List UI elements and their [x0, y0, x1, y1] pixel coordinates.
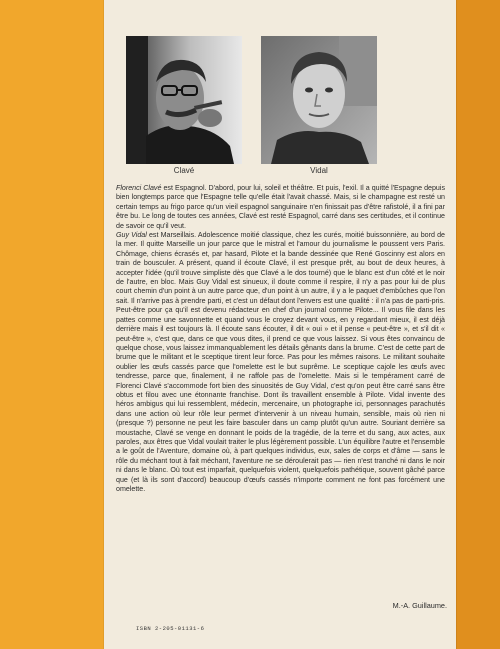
text-page [104, 0, 456, 649]
paragraph-clave [116, 184, 445, 231]
paragraph-clave-text: est Espagnol. D'abord, pour lui, soleil et théâtre. Et puis, l'exil. Il a quitté l'Espagne depuis bien longtemps parce que l'Espagne telle qu'elle était l'avait chassé. Mais, si le champagne est resté un certain temps au frigo parce qu'un vieil espagnol sanguinaire n'en finissait pas d'être rafistolé, il a fini par être bu. Le long de toutes ces années, Clavé est resté Espagnol, carré dans ses certitudes, et il continue de savoir ce qu'il veut. [116, 184, 445, 230]
paragraph-vidal-text: est Marseillais. Adolescence moitié classique, chez les curés, moitié buissonnière, au bord de la mer. Il quitte Marseille un jour parce que le mistral et l'amour du journalisme le poussent vers Paris. Chômage, chiens écrasés et, par hasard, Pilote et la bande dessinée que René Goscinny est alors en train de bousculer. A présent, quand il écoute Clavé, il est presque prêt, au bout de deux heures, à accepter l'idée (qu'il trouve simpliste dès que Clavé a le dos tourné) que le blanc est d'un côté et le noir de l'autre, en bloc. Mais Guy Vidal est sinueux, il doute comme il respire, il n'y a pas pour lui de plus court chemin d'un point à un autre parce que, d'un point à un autre, il y a le paquet d'embûches que l'on sait. Il n'arrive pas à prendre parti, et c'est un défaut dont l'envers est une qualité : il n'a pas de parti-pris. Peut-être pour ça qu'il est devenu rédacteur en chef d'un journal comme Pilote... Il vous file dans les pattes comme une savonnette et quand vous le croyez devant vous, en y regardant mieux, il est déjà derrière mais il est toujours là. Il écoute sans écouter, il dit « oui » et il pense « peut-être », et s'il dit « peut-être », c'est que, dans ce que vous dites, il prend ce que vous laissez. Si vous êtes convaincu de quelque chose, vous laissez immanquablement les détails gênants dans la brume. C'est de cette part de brume que le militant et le sceptique tirent leur force. Pas pour les mêmes raisons. Le militant souhaite oublier les œufs cassés parce que l'omelette est le but suprême. Le sceptique cajole les œufs avec tendresse, parce que, finalement, il ne raffole pas de l'omelette. Mais si le tempérament carré de Florenci Clavé s'accommode fort bien des sinuosités de Guy Vidal, c'est qu'on peut être carré sans être obtus et filou avec une étonnante franchise. Dont ils travaillent ensemble à Pilote. Vidal invente des héros ambigus qui lui ressemblent, médecin, mercenaire, un photographe ici, personnages parachutés dans une action où leur rôle leur permet d'intervenir à un niveau humain, sensible, mais où rien ni (presque ?) personne ne peut les faire basculer dans un camp plutôt qu'un autre. Souriant derrière sa moustache, Clavé se venge en donnant le poids de la tragédie, de la terre et du sang, aux actes, aux paroles, aux êtres que Vidal voulait traiter le plus légèrement possible. L'un équilibre l'autre et l'ensemble a le goût de l'Aventure, domaine où, à part quelques individus, eux, sales de corps et d'âme — sans le rôle du méchant tout à fait méchant, l'aventure ne se déroulerait pas — rien n'est tranché ni dans le noir ni dans le blanc. Où tout est imparfait, quelquefois violent, quelquefois pathétique, souvent gâché parce que (et là ils sont d'accord) beaucoup d'œufs cassés n'importe comment ne font pas forcément une omelette. [116, 231, 445, 493]
paragraph-vidal [116, 231, 445, 494]
photo-clave [126, 36, 242, 164]
portrait-clave-image [126, 36, 242, 164]
author-signature: M.-A. Guillaume. [392, 601, 447, 610]
caption-clave: Clavé [173, 166, 195, 175]
portrait-vidal-image [261, 36, 377, 164]
cover-edge-stripe [449, 0, 500, 649]
caption-vidal: Vidal [310, 166, 328, 175]
name-vidal: Guy Vidal [116, 231, 147, 240]
biography-text [116, 184, 445, 494]
name-clave: Florenci Clavé [116, 184, 162, 192]
isbn-number: ISBN 2-205-01131-6 [136, 625, 205, 632]
photo-vidal [261, 36, 377, 164]
